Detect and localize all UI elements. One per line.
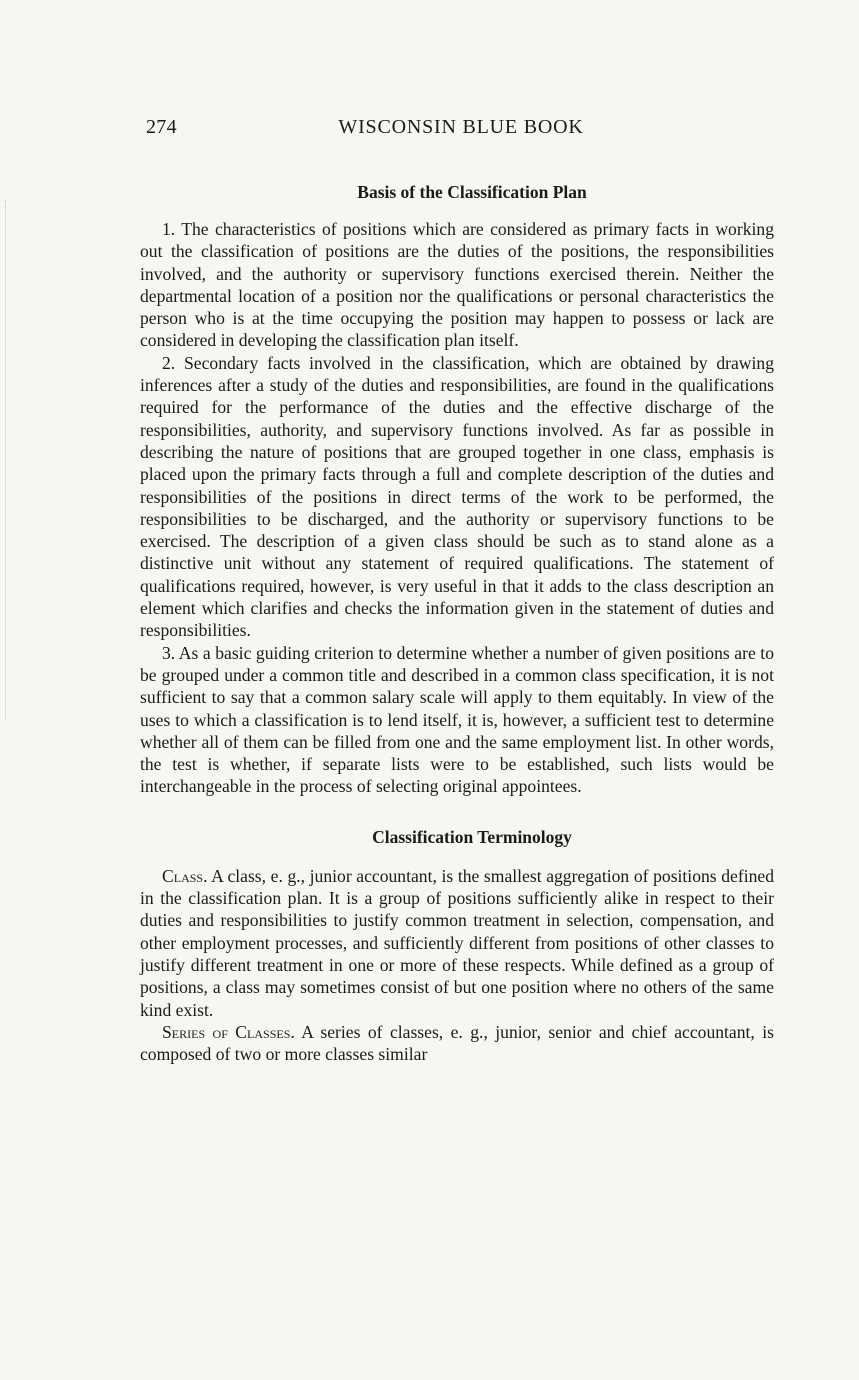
page-body [140,180,774,1065]
paragraph-1: 1. The characteristics of positions which are considered as primary facts in working out the classification of positions are the duties of the positions, the responsibilities involved, and the authority or supervisory functions exercised therein. Neither the departmental location of a position nor the qualifications or personal characteristics the person who is at the time occupying the position may happen to possess or lack are considered in developing the classification plan itself. [140,219,774,351]
term-series-of-classes: Series of Classes. [162,1021,295,1042]
margin-scan-marks [5,200,10,720]
book-title: WISCONSIN BLUE BOOK [338,116,584,138]
term-class: Class. [162,865,208,886]
definition-series-text: A series of classes, e. g., junior, senior and chief accountant, is composed of two or more classes similar [140,1021,774,1065]
section-heading-terminology: Classification Terminology [372,826,572,847]
definition-class-text: A class, e. g., junior accountant, is the smallest aggregation of positions defined in the classification plan. It is a group of positions sufficiently alike in respect to their duties and responsibilities to justify common treatment in selection, compensation, and other employment processes, and sufficiently different from positions of other classes to justify different treatment in one or more of these respects. While defined as a group of positions, a class may sometimes consist of but one position where no others of the same kind exist. [140,865,774,1020]
page-number: 274 [146,116,177,138]
definition-class [140,865,774,1021]
paragraph-2: 2. Secondary facts involved in the classification, which are obtained by drawing inferences after a study of the duties and responsibilities, are found in the qualifications required for the performance of the duties and the effective discharge of the responsibilities, authority, and supervisory functions involved. As far as possible in describing the nature of positions that are grouped together in one class, emphasis is placed upon the primary facts through a full and complete description of the duties and responsibilities of the positions in direct terms of the work to be performed, the responsibilities to be discharged, and the authority or supervisory functions to be exercised. The description of a given class should be such as to stand alone as a distinctive unit without any statement of required qualifications. The statement of qualifications required, however, is very useful in that it adds to the class description an element which clarifies and checks the information given in the statement of duties and responsibilities. [140,352,774,641]
paragraph-3: 3. As a basic guiding criterion to determine whether a number of given positions are to be grouped under a common title and described in a common class specification, it is not sufficient to say that a common salary scale will apply to them equitably. In view of the uses to which a classification is to lend itself, it is, however, a sufficient test to determine whether all of them can be filled from one and the same employment list. In other words, the test is whether, if separate lists were to be established, such lists would be interchangeable in the process of selecting original appointees. [140,642,774,797]
running-head [146,116,776,144]
section-heading-basis: Basis of the Classification Plan [357,182,587,202]
definition-series-of-classes [140,1021,774,1066]
